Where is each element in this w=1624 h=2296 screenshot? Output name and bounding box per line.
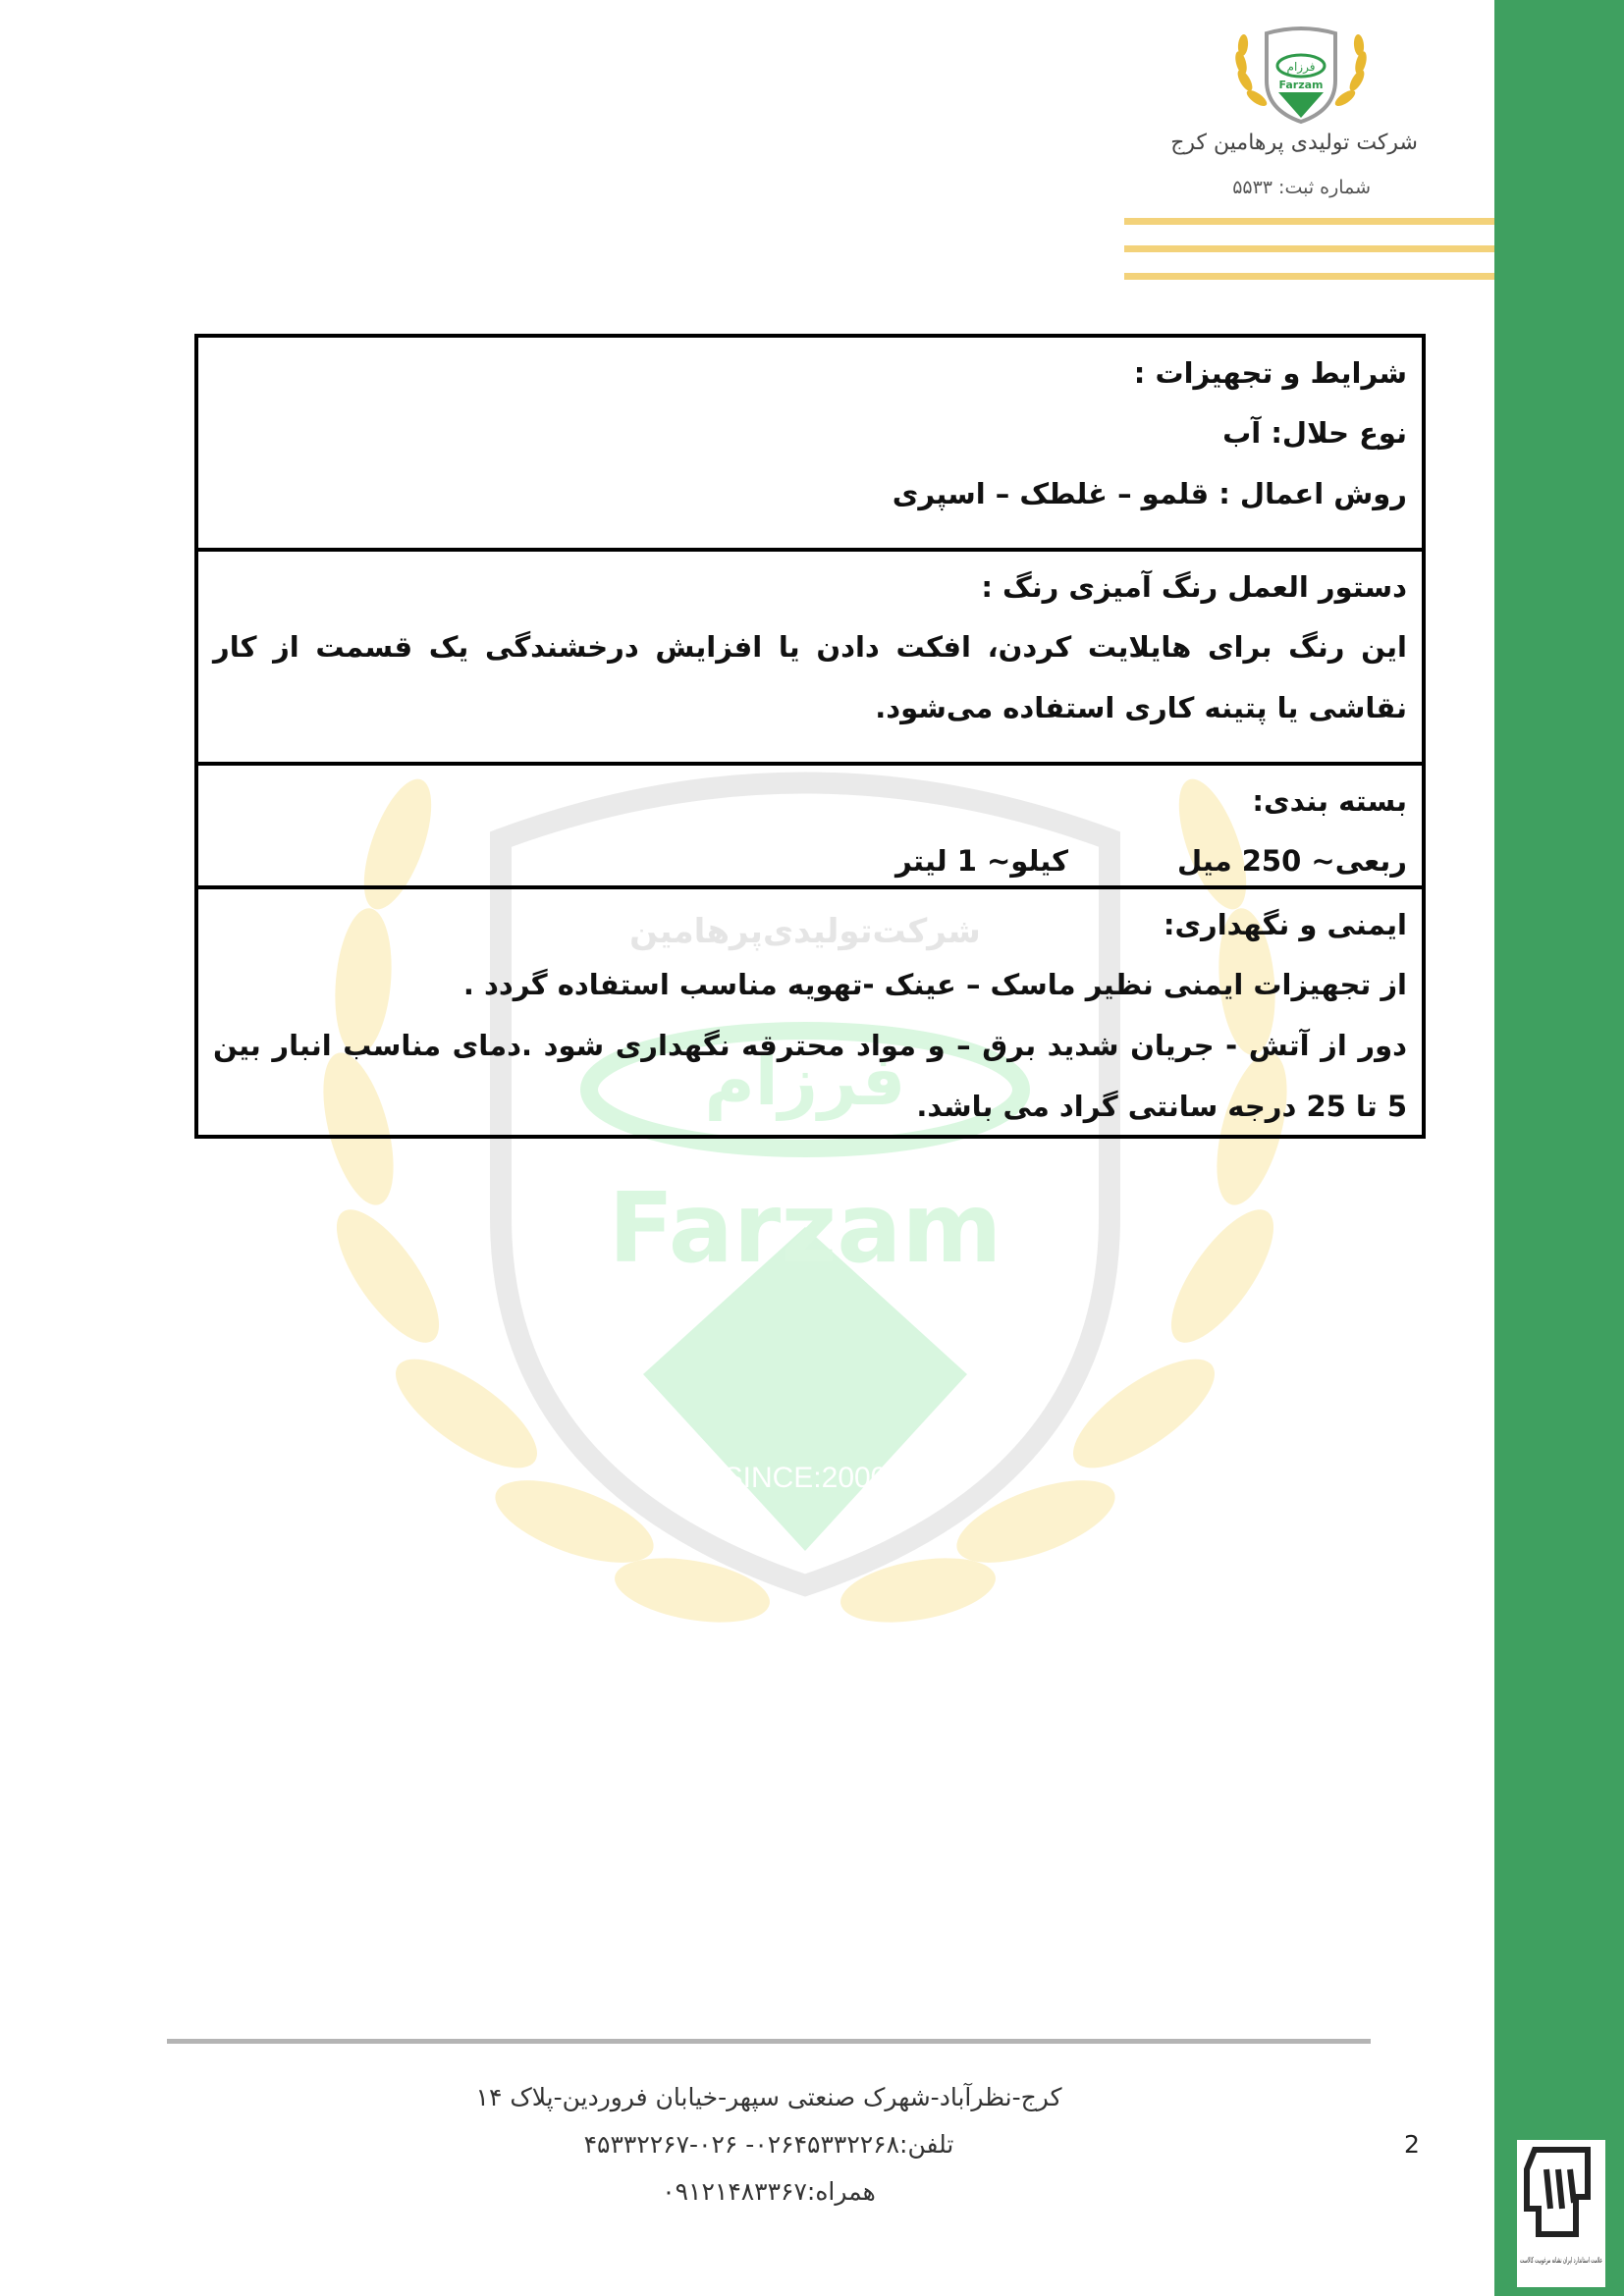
solvent-type: نوع حلال: آب: [1222, 416, 1407, 450]
standard-mark-caption: علامت استاندارد ایران نشانه مرغوبیت کالاست: [1520, 2256, 1602, 2265]
header-gold-line: [1124, 245, 1494, 252]
registration-number: شماره ثبت: ۵۵۳۳: [1232, 177, 1371, 198]
packaging-option: کیلو~ 1 لیتر: [894, 844, 1068, 878]
footer-address: کرج-نظرآباد-شهرک صنعتی سپهر-خیابان فروردین-پلاک ۱۴: [475, 2083, 1062, 2111]
logo-fa-text: فرزام: [1286, 60, 1316, 74]
watermark-fa-brand: فرزام: [704, 1041, 906, 1121]
conditions-section: [198, 338, 1422, 552]
side-accent-bar: [1494, 0, 1624, 2296]
footer-phone: تلفن:۰۲۶۴۵۳۳۲۲۶۸- ۰۲۶-۴۵۳۳۲۲۶۷: [583, 2130, 954, 2159]
logo-latin-text: Farzam: [1278, 79, 1324, 91]
packaging-options: [213, 830, 1407, 891]
watermark-en-brand: Farzam: [608, 1173, 1002, 1285]
safety-title: ایمنی و نگهداری:: [1163, 908, 1407, 941]
storage-conditions: دور از آتش - جریان شدید برق – و مواد محترقه نگهداری شود .دمای مناسب انبار بین 5 تا 25 درجه سانتی گراد می باشد.: [213, 1029, 1407, 1123]
footer-mobile: همراه:۰۹۱۲۱۴۸۳۳۶۷: [662, 2177, 876, 2206]
conditions-title: شرایط و تجهیزات :: [1133, 356, 1407, 390]
instructions-text: این رنگ برای هایلایت کردن، افکت دادن یا افزایش درخشندگی یک قسمت از کار نقاشی یا پتینه کاری استفاده می‌شود.: [213, 630, 1407, 724]
watermark-since: SINCE:2000: [723, 1462, 888, 1494]
company-logo: [1227, 22, 1375, 130]
packaging-section: [198, 766, 1422, 889]
watermark-company-text: شرکت‌تولیدی‌پرهامین: [629, 912, 981, 951]
application-method: روش اعمال : قلمو – غلطک – اسپری: [892, 477, 1407, 510]
product-info-table: [194, 334, 1426, 1139]
company-name: شرکت تولیدی پرهامین کرج: [1170, 131, 1418, 155]
safety-section: [198, 889, 1422, 1135]
standard-mark-icon: [1517, 2140, 1605, 2287]
page-number: 2: [1404, 2130, 1420, 2159]
footer-divider: [167, 2039, 1371, 2044]
header-gold-line: [1124, 273, 1494, 280]
header-gold-line: [1124, 218, 1494, 225]
safety-equipment: از تجهیزات ایمنی نظیر ماسک – عینک -تهویه مناسب استفاده گردد .: [462, 968, 1407, 1001]
packaging-option: ربعی~ 250 میل: [1176, 844, 1407, 878]
instructions-title: دستور العمل رنگ آمیزی رنگ :: [981, 570, 1407, 604]
instructions-section: [198, 552, 1422, 766]
packaging-title: بسته بندی:: [1252, 784, 1407, 818]
